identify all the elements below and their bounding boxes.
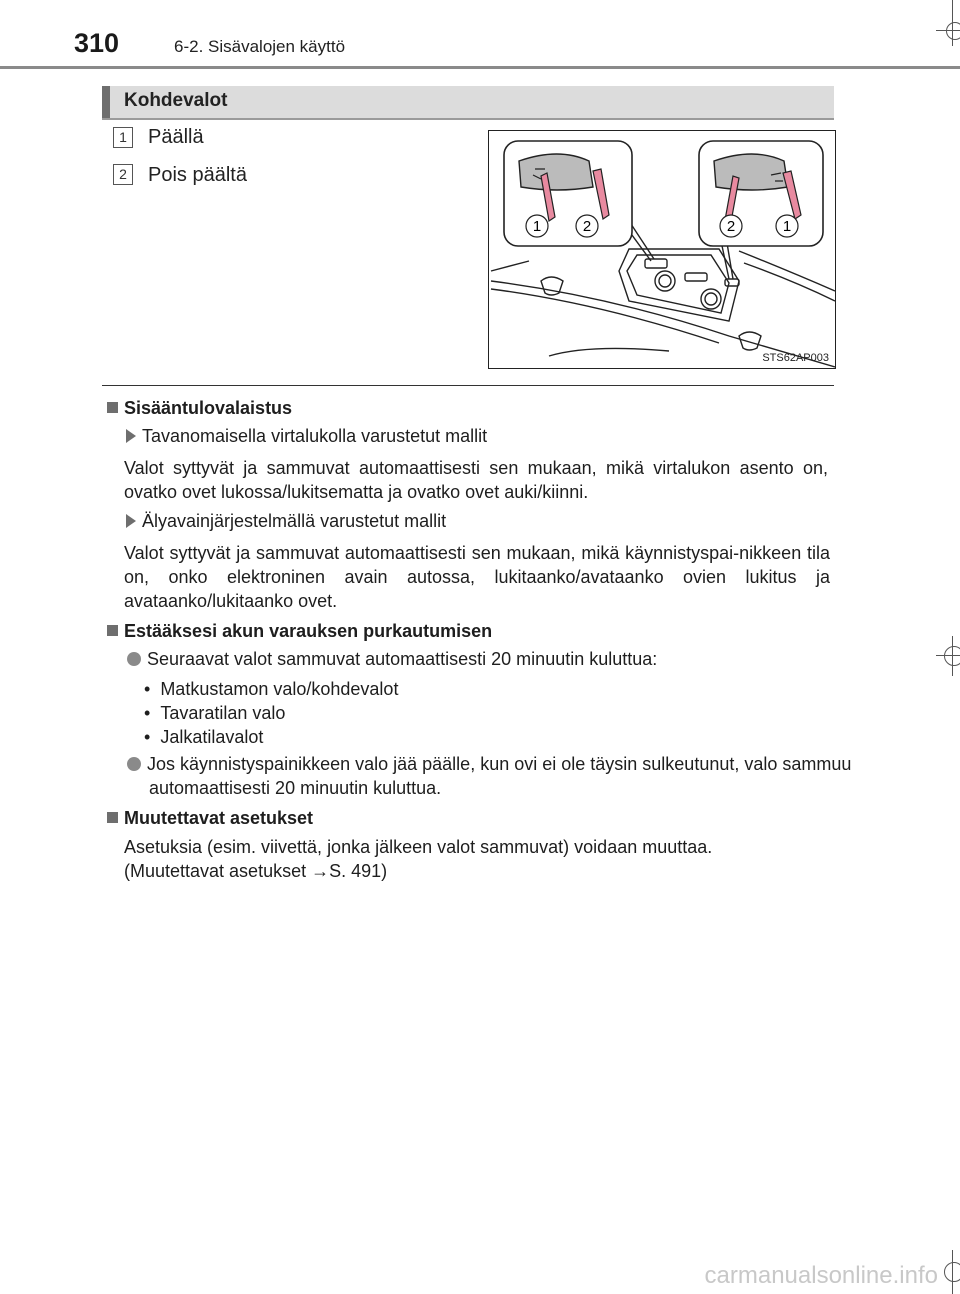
callout-2-right: 2 bbox=[726, 218, 736, 235]
body-divider bbox=[102, 385, 834, 386]
callout-2-left: 2 bbox=[582, 218, 592, 235]
battery-list-item: • Jalkatilavalot bbox=[144, 727, 264, 747]
chapter-title: 6-2. Sisävalojen käyttö bbox=[174, 37, 346, 56]
custom-para: Asetuksia (esim. viivettä, jonka jälkeen valot sammuvat) voidaan muuttaa. bbox=[124, 837, 713, 857]
header-rule bbox=[0, 66, 960, 69]
battery-bullet1: Seuraavat valot sammuvat automaattisesti 20 minuutin kuluttua: bbox=[127, 647, 657, 671]
square-bullet-icon bbox=[107, 402, 118, 413]
crop-mark bbox=[944, 646, 960, 666]
crop-mark bbox=[946, 22, 960, 40]
callout-1-left: 1 bbox=[532, 218, 542, 235]
legend-label-off: Pois päältä bbox=[148, 164, 247, 186]
entry-lighting-para1: Valot syttyvät ja sammuvat automaattisesti sen mukaan, mikä virtalukon asento on, ovatko ovet lukossa/lukitsematta ja ovatko ovet auki/kiinni. bbox=[124, 458, 828, 502]
legend-number-1: 1 bbox=[113, 127, 133, 148]
battery-list-item: • Tavaratilan valo bbox=[144, 703, 286, 723]
circle-bullet-icon bbox=[127, 652, 141, 666]
crop-mark bbox=[944, 1262, 960, 1282]
section-heading bbox=[102, 86, 834, 120]
callout-1-right: 1 bbox=[782, 218, 792, 235]
watermark: carmanualsonline.info bbox=[704, 1262, 938, 1289]
spot-light-illustration bbox=[488, 130, 836, 369]
custom-heading: Muutettavat asetukset bbox=[107, 806, 313, 830]
entry-lighting-heading: Sisääntulovalaistus bbox=[107, 396, 292, 420]
circle-bullet-icon bbox=[127, 757, 141, 771]
battery-heading: Estääksesi akun varauksen purkautumisen bbox=[107, 619, 492, 643]
triangle-bullet-icon bbox=[126, 514, 136, 528]
section-marker bbox=[102, 86, 110, 118]
entry-lighting-sub1: Tavanomaisella virtalukolla varustetut mallit bbox=[126, 424, 487, 448]
section-title: Kohdevalot bbox=[124, 90, 228, 111]
legend-label-on: Päällä bbox=[148, 126, 204, 148]
triangle-bullet-icon bbox=[126, 429, 136, 443]
page-number: 310 bbox=[74, 28, 120, 58]
illustration-code: STS62AP003 bbox=[762, 352, 829, 364]
entry-lighting-para2: Valot syttyvät ja sammuvat automaattisesti sen mukaan, mikä käynnistyspai-nikkeen tila on, onko elektroninen avain autossa, lukitaanko/avataanko ovien lukitus ja avataanko/lukitaanko ovet. bbox=[124, 543, 830, 611]
square-bullet-icon bbox=[107, 812, 118, 823]
custom-reference-link[interactable]: (Muutettavat asetukset →S. 491) bbox=[124, 861, 388, 881]
battery-list-item: • Matkustamon valo/kohdevalot bbox=[144, 679, 399, 699]
legend-number-2: 2 bbox=[113, 164, 133, 185]
battery-bullet2: Jos käynnistyspainikkeen valo jää päälle, kun ovi ei ole täysin sulkeutunut, valo sammuu automaattisesti 20 minuutin kuluttua. bbox=[127, 752, 855, 800]
entry-lighting-sub2: Älyavainjärjestelmällä varustetut mallit bbox=[126, 509, 446, 533]
square-bullet-icon bbox=[107, 625, 118, 636]
